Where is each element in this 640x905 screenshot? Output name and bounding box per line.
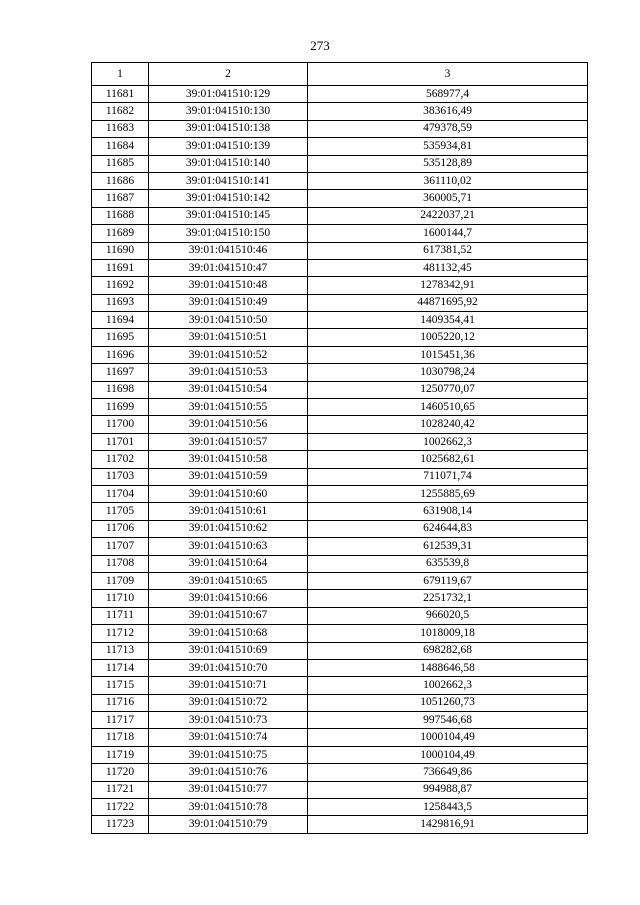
row-number-cell: 11723 [92,816,149,833]
cadastral-number-cell: 39:01:041510:53 [149,364,308,381]
row-number-cell: 11700 [92,416,149,433]
row-number-cell: 11719 [92,746,149,763]
row-number-cell: 11685 [92,155,149,172]
cadastral-number-cell: 39:01:041510:49 [149,294,308,311]
cadastral-number-cell: 39:01:041510:145 [149,207,308,224]
row-number-cell: 11722 [92,799,149,816]
cadastral-number-cell: 39:01:041510:140 [149,155,308,172]
table-row [92,138,588,155]
table-row [92,364,588,381]
table-row [92,572,588,589]
row-number-cell: 11694 [92,312,149,329]
table-row [92,729,588,746]
table-row [92,277,588,294]
table-row [92,329,588,346]
row-number-cell: 11707 [92,538,149,555]
value-cell: 1488646,58 [308,659,588,676]
cadastral-number-cell: 39:01:041510:67 [149,607,308,624]
table-row [92,503,588,520]
column-header-1: 1 [92,63,149,86]
table-row [92,86,588,103]
cadastral-number-cell: 39:01:041510:68 [149,625,308,642]
table-row [92,659,588,676]
value-cell: 479378,59 [308,120,588,137]
cadastral-number-cell: 39:01:041510:130 [149,103,308,120]
row-number-cell: 11717 [92,712,149,729]
row-number-cell: 11697 [92,364,149,381]
row-number-cell: 11708 [92,555,149,572]
cadastral-number-cell: 39:01:041510:138 [149,120,308,137]
value-cell: 711071,74 [308,468,588,485]
table-row [92,520,588,537]
table-row [92,799,588,816]
value-cell: 631908,14 [308,503,588,520]
row-number-cell: 11681 [92,86,149,103]
table-body [92,86,588,834]
value-cell: 624644,83 [308,520,588,537]
table-row [92,312,588,329]
cadastral-number-cell: 39:01:041510:71 [149,677,308,694]
value-cell: 1028240,42 [308,416,588,433]
table-row [92,259,588,276]
table-row [92,607,588,624]
table-row [92,642,588,659]
cadastral-number-cell: 39:01:041510:66 [149,590,308,607]
row-number-cell: 11696 [92,346,149,363]
table-row [92,172,588,189]
value-cell: 997546,68 [308,712,588,729]
cadastral-number-cell: 39:01:041510:46 [149,242,308,259]
value-cell: 1030798,24 [308,364,588,381]
column-header-2: 2 [149,63,308,86]
cadastral-number-cell: 39:01:041510:58 [149,451,308,468]
table-row [92,538,588,555]
value-cell: 1600144,7 [308,225,588,242]
value-cell: 1000104,49 [308,729,588,746]
cadastral-number-cell: 39:01:041510:56 [149,416,308,433]
cadastral-number-cell: 39:01:041510:50 [149,312,308,329]
value-cell: 568977,4 [308,86,588,103]
row-number-cell: 11689 [92,225,149,242]
table-row [92,555,588,572]
cadastral-number-cell: 39:01:041510:54 [149,381,308,398]
value-cell: 617381,52 [308,242,588,259]
table-row [92,781,588,798]
cadastral-number-cell: 39:01:041510:79 [149,816,308,833]
value-cell: 679119,67 [308,572,588,589]
cadastral-number-cell: 39:01:041510:78 [149,799,308,816]
value-cell: 1409354,41 [308,312,588,329]
value-cell: 1278342,91 [308,277,588,294]
value-cell: 1051260,73 [308,694,588,711]
value-cell: 1460510,65 [308,399,588,416]
value-cell: 994988,87 [308,781,588,798]
cadastral-number-cell: 39:01:041510:60 [149,485,308,502]
row-number-cell: 11704 [92,485,149,502]
row-number-cell: 11702 [92,451,149,468]
row-number-cell: 11714 [92,659,149,676]
cadastral-table [91,62,588,834]
cadastral-number-cell: 39:01:041510:150 [149,225,308,242]
value-cell: 1015451,36 [308,346,588,363]
value-cell: 1258443,5 [308,799,588,816]
value-cell: 361110,02 [308,172,588,189]
row-number-cell: 11698 [92,381,149,398]
value-cell: 535128,89 [308,155,588,172]
cadastral-number-cell: 39:01:041510:141 [149,172,308,189]
table-row [92,207,588,224]
table-row [92,625,588,642]
cadastral-number-cell: 39:01:041510:48 [149,277,308,294]
value-cell: 1250770,07 [308,381,588,398]
row-number-cell: 11693 [92,294,149,311]
value-cell: 1002662,3 [308,677,588,694]
row-number-cell: 11712 [92,625,149,642]
row-number-cell: 11701 [92,433,149,450]
value-cell: 481132,45 [308,259,588,276]
cadastral-number-cell: 39:01:041510:65 [149,572,308,589]
row-number-cell: 11686 [92,172,149,189]
cadastral-number-cell: 39:01:041510:72 [149,694,308,711]
table-row [92,712,588,729]
row-number-cell: 11687 [92,190,149,207]
value-cell: 383616,49 [308,103,588,120]
cadastral-number-cell: 39:01:041510:129 [149,86,308,103]
cadastral-number-cell: 39:01:041510:73 [149,712,308,729]
value-cell: 736649,86 [308,764,588,781]
value-cell: 612539,31 [308,538,588,555]
value-cell: 1025682,61 [308,451,588,468]
cadastral-number-cell: 39:01:041510:55 [149,399,308,416]
table-row [92,433,588,450]
cadastral-number-cell: 39:01:041510:57 [149,433,308,450]
value-cell: 2422037,21 [308,207,588,224]
table-row [92,764,588,781]
column-header-3: 3 [308,63,588,86]
table-row [92,468,588,485]
table-row [92,399,588,416]
cadastral-number-cell: 39:01:041510:75 [149,746,308,763]
row-number-cell: 11710 [92,590,149,607]
value-cell: 2251732,1 [308,590,588,607]
table-row [92,155,588,172]
cadastral-number-cell: 39:01:041510:47 [149,259,308,276]
table-row [92,485,588,502]
table-row [92,746,588,763]
row-number-cell: 11711 [92,607,149,624]
value-cell: 1429816,91 [308,816,588,833]
cadastral-number-cell: 39:01:041510:51 [149,329,308,346]
row-number-cell: 11684 [92,138,149,155]
table-row [92,103,588,120]
row-number-cell: 11699 [92,399,149,416]
row-number-cell: 11721 [92,781,149,798]
cadastral-number-cell: 39:01:041510:139 [149,138,308,155]
value-cell: 1018009,18 [308,625,588,642]
cadastral-number-cell: 39:01:041510:77 [149,781,308,798]
table-row [92,677,588,694]
cadastral-number-cell: 39:01:041510:76 [149,764,308,781]
value-cell: 1255885,69 [308,485,588,502]
table-row [92,451,588,468]
cadastral-number-cell: 39:01:041510:142 [149,190,308,207]
value-cell: 698282,68 [308,642,588,659]
row-number-cell: 11709 [92,572,149,589]
row-number-cell: 11705 [92,503,149,520]
row-number-cell: 11691 [92,259,149,276]
row-number-cell: 11688 [92,207,149,224]
table-row [92,190,588,207]
value-cell: 535934,81 [308,138,588,155]
value-cell: 360005,71 [308,190,588,207]
row-number-cell: 11713 [92,642,149,659]
cadastral-number-cell: 39:01:041510:63 [149,538,308,555]
table-row [92,120,588,137]
table-row [92,590,588,607]
row-number-cell: 11695 [92,329,149,346]
table-row [92,381,588,398]
cadastral-number-cell: 39:01:041510:62 [149,520,308,537]
row-number-cell: 11715 [92,677,149,694]
table-header-row [92,63,588,86]
row-number-cell: 11718 [92,729,149,746]
table-row [92,294,588,311]
table-row [92,346,588,363]
cadastral-number-cell: 39:01:041510:52 [149,346,308,363]
cadastral-number-cell: 39:01:041510:74 [149,729,308,746]
table-row [92,225,588,242]
row-number-cell: 11682 [92,103,149,120]
value-cell: 1002662,3 [308,433,588,450]
table-row [92,416,588,433]
row-number-cell: 11690 [92,242,149,259]
cadastral-number-cell: 39:01:041510:69 [149,642,308,659]
cadastral-number-cell: 39:01:041510:70 [149,659,308,676]
value-cell: 635539,8 [308,555,588,572]
value-cell: 966020,5 [308,607,588,624]
value-cell: 44871695,92 [308,294,588,311]
cadastral-number-cell: 39:01:041510:59 [149,468,308,485]
table-row [92,694,588,711]
row-number-cell: 11703 [92,468,149,485]
row-number-cell: 11683 [92,120,149,137]
row-number-cell: 11716 [92,694,149,711]
row-number-cell: 11720 [92,764,149,781]
value-cell: 1005220,12 [308,329,588,346]
value-cell: 1000104,49 [308,746,588,763]
cadastral-number-cell: 39:01:041510:61 [149,503,308,520]
row-number-cell: 11706 [92,520,149,537]
cadastral-number-cell: 39:01:041510:64 [149,555,308,572]
row-number-cell: 11692 [92,277,149,294]
page-number: 273 [310,38,330,53]
table-row [92,242,588,259]
table-row [92,816,588,833]
